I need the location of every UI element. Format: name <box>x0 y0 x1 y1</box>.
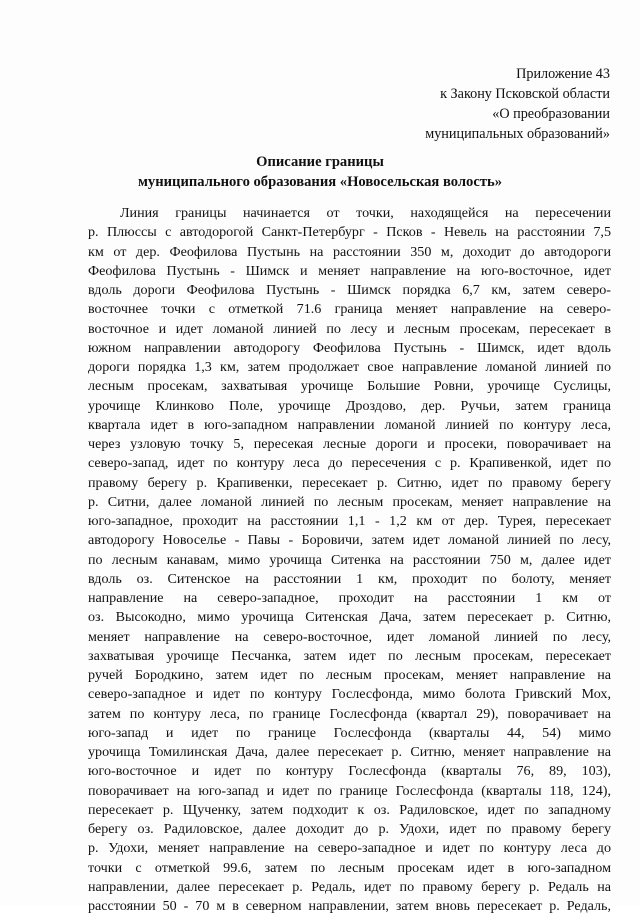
body-line: р. Удохи, меняет направление на северо-западное и идет по контуру леса до <box>88 840 611 857</box>
body-line: урочище Клинково Поле, урочище Дроздово, дер. Ручьи, затем граница <box>88 397 611 414</box>
body-line: р. Ситни, далее ломаной линией по лесным просекам, меняет направление на <box>88 493 611 510</box>
annex-line: муниципальных образований» <box>425 126 610 142</box>
body-line: квартала идет в юго-западном направлении ломаной линией по контуру леса, <box>88 416 611 433</box>
body-line: урочища Томилинская Дача, далее пересекает р. Ситню, меняет направление на <box>88 744 611 760</box>
body-line: меняет направление на северо-восточное, идет ломаной линией по лесу, <box>88 628 611 645</box>
body-line: южном направлении автодорогу Феофилова Пустынь - Шимск, идет вдоль <box>88 339 611 356</box>
body-line: восточнее точки с отметкой 71.6 граница меняет направление на северо- <box>88 301 611 318</box>
body-line: расстоянии 50 - 70 м в северном направлении, затем вновь пересекает р. Редаль, <box>88 898 611 914</box>
annex-line: «О преобразовании <box>492 106 610 122</box>
body-line: пересекает р. Щученку, затем подходит к оз. Радиловское, идет по западному <box>88 801 611 818</box>
body-line: захватывая урочище Песчанка, затем идет по лесным просекам, пересекает <box>88 647 611 664</box>
body-line: автодорогу Новоселье - Павы - Боровичи, затем идет ломаной линией по лесу, <box>88 532 611 549</box>
body-line: лесным просекам, захватывая урочище Большие Ровни, урочище Суслицы, <box>88 378 611 395</box>
body-line: Феофилова Пустынь - Шимск и меняет направление на юго-восточное, идет <box>88 262 611 279</box>
body-line: юго-западное, проходит на расстоянии 1,1 - 1,2 км от дер. Турея, пересекает <box>88 513 611 529</box>
annex-line: Приложение 43 <box>516 66 610 82</box>
body-line: северо-западное и идет по контуру Гослесфонда, мимо болота Гривский Мох, <box>88 686 611 703</box>
body-line: направлении, далее пересекает р. Редаль, идет по правому берегу р. Редаль на <box>88 878 611 895</box>
body-line: направление на северо-западное, проходит на расстоянии 1 км от <box>88 590 611 606</box>
body-line: Линия границы начинается от точки, находящейся на пересечении <box>120 205 611 221</box>
body-line: восточное и идет ломаной линией по лесу и лесным просекам, пересекает в <box>88 320 611 337</box>
body-line: км от дер. Феофилова Пустынь на расстоянии 350 м, доходит до автодороги <box>88 243 611 260</box>
document-title <box>0 152 640 192</box>
body-line: точки с отметкой 99.6, затем по лесным просекам идет в юго-западном <box>88 859 611 876</box>
body-paragraph <box>88 204 611 916</box>
annex-line: к Закону Псковской области <box>440 86 610 102</box>
title-line: муниципального образования «Новосельская волость» <box>137 174 503 190</box>
body-line: берегу оз. Радиловское, далее доходит до р. Удохи, идет по правому берегу <box>88 821 611 837</box>
body-line: северо-запад, идет по контуру леса до пересечения с р. Крапивенкой, идет по <box>88 455 611 472</box>
body-line: оз. Высокодно, мимо урочища Ситенская Дача, затем пересекает р. Ситню, <box>88 609 611 626</box>
title-line: Описание границы <box>256 154 384 170</box>
body-line: по лесным канавам, мимо урочища Ситенка на расстоянии 750 м, далее идет <box>88 551 611 568</box>
body-line: юго-запад и идет по границе Гослесфонда (кварталы 44, 54) мимо <box>88 724 611 741</box>
body-line: вдоль дороги Феофилова Пустынь - Шимск порядка 6,7 км, затем северо- <box>88 282 611 298</box>
body-line: юго-восточное и идет по контуру Гослесфонда (кварталы 76, 89, 103), <box>88 763 611 780</box>
body-line: р. Плюссы с автодорогой Санкт-Петербург - Псков - Невель на расстоянии 7,5 <box>88 224 611 241</box>
annex-reference <box>425 64 610 144</box>
body-line: дороги порядка 1,3 км, затем продолжает свое направление ломаной линией по <box>88 359 611 375</box>
body-line: правому берегу р. Крапивенки, пересекает р. Ситню, идет по правому берегу <box>88 474 611 491</box>
body-line: поворачивает на юго-запад и идет по границе Гослесфонда (кварталы 118, 124), <box>88 782 611 799</box>
body-line: затем по контуру леса, по границе Гослесфонда (квартал 29), поворачивает на <box>88 705 611 722</box>
body-line: вдоль оз. Ситенское на расстоянии 1 км, проходит по болоту, меняет <box>88 570 611 587</box>
body-line: ручей Бородкино, затем идет по лесным просекам, меняет направление на <box>88 667 611 683</box>
body-line: через узловую точку 5, пересекая лесные дороги и просеки, поворачивает на <box>88 436 611 452</box>
